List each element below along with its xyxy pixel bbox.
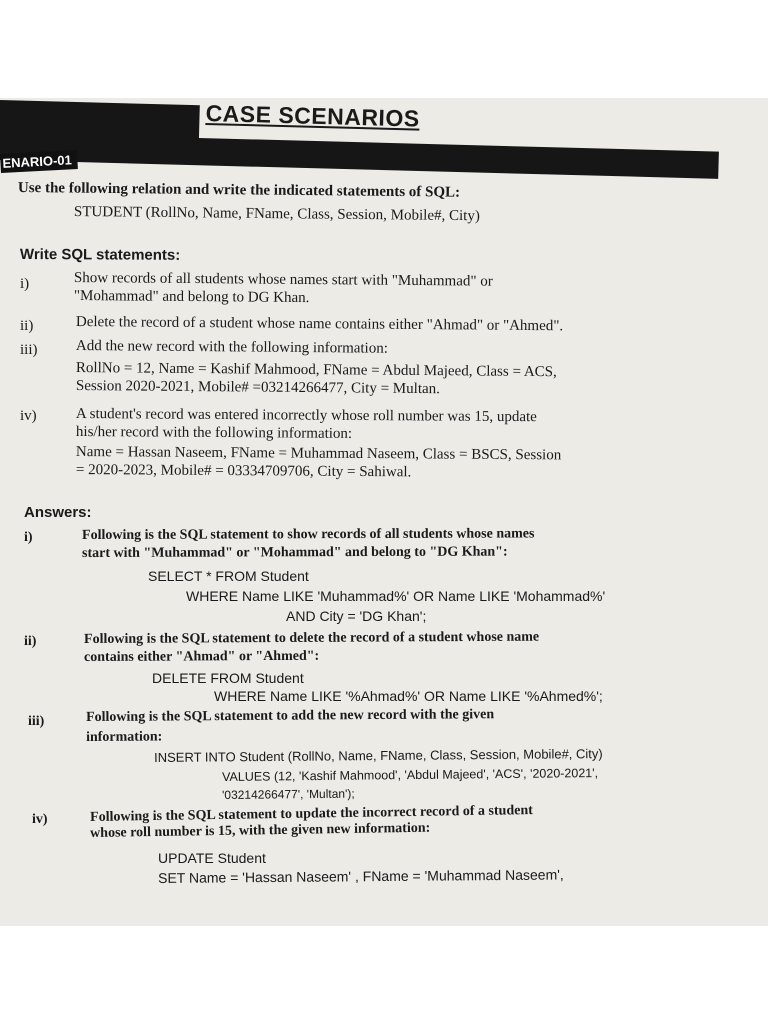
question-line: his/her record with the following information: [75,424,353,442]
sql-line: INSERT INTO Student (RollNo, Name, FName, Class, Session, Mobile#, City) [154,746,603,765]
answer-line: contains either "Ahmad" or "Ahmed": [84,648,320,665]
sql-line: WHERE Name LIKE '%Ahmad%' OR Name LIKE '%Ahmed%'; [214,688,603,704]
question-line: = 2020-2023, Mobile# = 03334709706, City = Sahiwal. [75,462,412,481]
question-line: Name = Hassan Naseem, FName = Muhammad Naseem, Class = BSCS, Session [75,444,562,464]
question-number: iii) [20,342,38,358]
sql-line: SET Name = 'Hassan Naseem' , FName = 'Muhammad Naseem', [158,866,564,886]
scanned-page [0,98,768,926]
answer-line: Following is the SQL statement to update the incorrect record of a student [90,803,533,825]
question-line: "Mohammad" and belong to DG Khan. [73,288,310,307]
answer-number: iii) [28,714,45,729]
answer-line: whose roll number is 15, with the given new information: [90,820,431,841]
question-line: Show records of all students whose names start with "Muhammad" or [73,270,493,290]
question-line: A student's record was entered incorrectly whose roll number was 15, update [75,406,537,426]
page-title: CASE SCENARIOS [205,100,420,132]
question-line: Add the new record with the following information: [75,338,389,357]
question-line: Delete the record of a student whose name contains either "Ahmad" or "Ahmed". [75,314,564,335]
sql-line: UPDATE Student [158,850,266,866]
question-line: Session 2020-2021, Mobile# =03214266477, City = Multan. [75,378,441,398]
scenario-tag: ENARIO-01 [0,150,78,173]
sql-line: '03214266477', 'Multan'); [222,786,355,802]
answer-line: Following is the SQL statement to show records of all students whose names [82,526,535,543]
answer-line: information: [86,729,163,745]
sql-line: AND City = 'DG Khan'; [286,608,427,624]
answer-line: Following is the SQL statement to delete the record of a student whose name [84,629,540,647]
answer-line: start with "Muhammad" or "Mohammad" and belong to "DG Khan": [82,544,508,561]
question-number: i) [20,276,30,292]
sql-line: DELETE FROM Student [152,670,304,686]
answer-number: i) [24,530,33,545]
answer-line: Following is the SQL statement to add the new record with the given [86,707,495,725]
answer-number: iv) [32,812,48,827]
instruction-text: Use the following relation and write the indicated statements of SQL: [17,180,461,201]
answers-heading: Answers: [24,504,92,521]
sql-line: VALUES (12, 'Kashif Mahmood', 'Abdul Majeed', 'ACS', '2020-2021', [222,766,599,784]
question-number: iv) [20,408,37,424]
relation-text: STUDENT (RollNo, Name, FName, Class, Session, Mobile#, City) [73,204,480,225]
sql-line: WHERE Name LIKE 'Muhammad%' OR Name LIKE 'Mohammad%' [186,588,606,604]
sql-line: SELECT * FROM Student [148,568,309,584]
question-line: RollNo = 12, Name = Kashif Mahmood, FName = Abdul Majeed, Class = ACS, [75,360,557,381]
question-number: ii) [20,318,34,334]
answer-number: ii) [24,634,37,649]
questions-heading: Write SQL statements: [19,246,181,264]
